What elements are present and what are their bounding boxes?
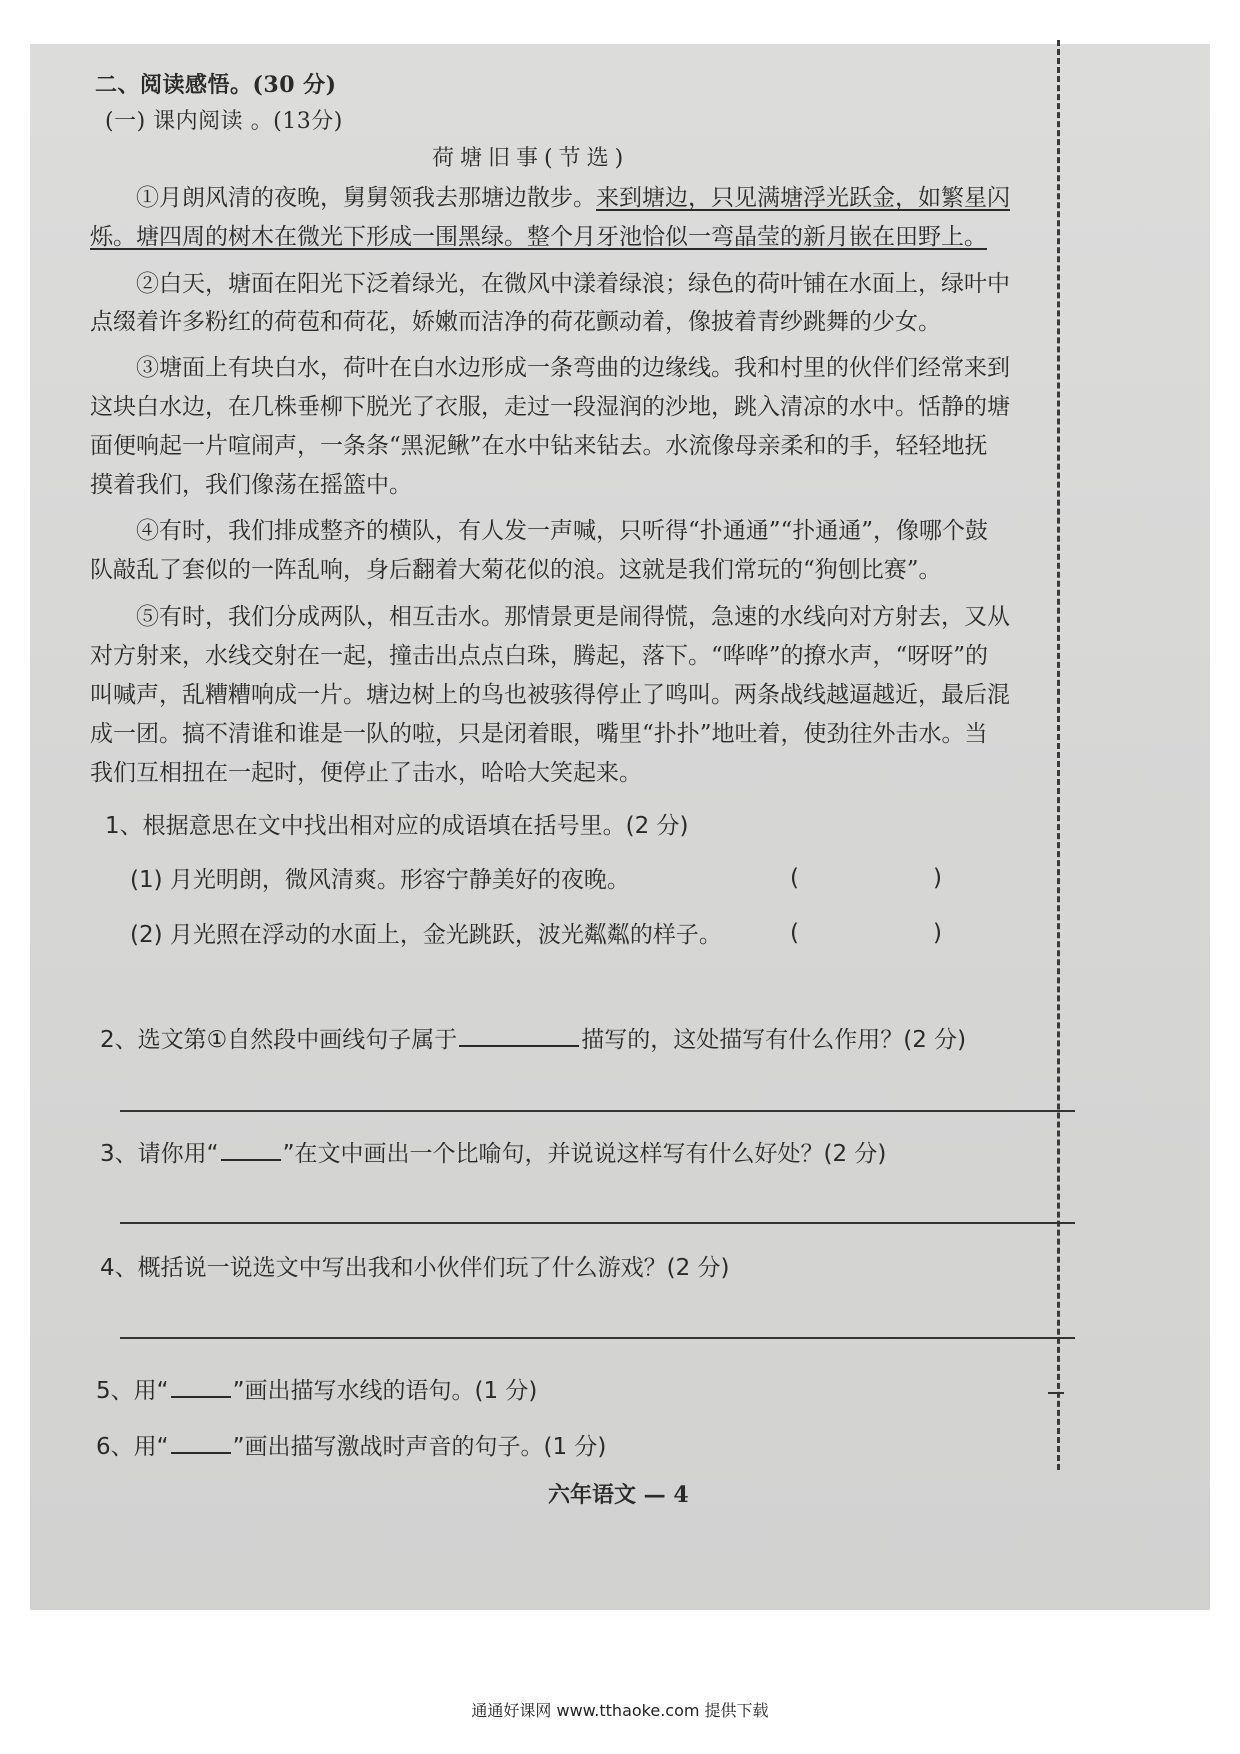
- page-number-label: 六年语文 — 4: [548, 1482, 689, 1508]
- section-title: 二、阅读感悟。(30 分): [95, 72, 337, 98]
- answer-line[interactable]: [120, 1337, 1075, 1339]
- passage-line: ④有时，我们排成整齐的横队，有人发一声喊，只听得“扑通通”“扑通通”，像哪个鼓: [136, 518, 989, 544]
- passage-line: [90, 222, 1040, 252]
- underlined-sentence: 烁。塘四周的树木在微光下形成一围黑绿。整个月牙池恰似一弯晶莹的新月嵌在田野上。: [90, 224, 987, 250]
- answer-paren-close: ): [933, 920, 942, 946]
- question-3: [100, 1137, 886, 1169]
- answer-line[interactable]: [120, 1222, 1075, 1224]
- passage-title: 荷塘旧事(节选): [432, 146, 630, 171]
- underlined-sentence: 来到塘边，只见满塘浮光跃金，如繁星闪: [596, 185, 1010, 211]
- question-text: 5、用“: [96, 1378, 169, 1404]
- question-text: 3、请你用“: [100, 1141, 219, 1167]
- question-6: [96, 1430, 606, 1462]
- answer-paren-open: (: [790, 865, 799, 891]
- passage-line: 点缀着许多粉红的荷苞和荷花，娇嫩而洁净的荷花颤动着，像披着青纱跳舞的少女。: [90, 309, 941, 335]
- fill-blank[interactable]: [459, 1023, 579, 1047]
- passage-line: [90, 183, 1040, 213]
- underline-symbol: [171, 1374, 231, 1398]
- answer-line[interactable]: [120, 1110, 1075, 1112]
- dashed-cut-line: [1057, 40, 1060, 1470]
- question-1-1: (1) 月光明朗，微风清爽。形容宁静美好的夜晚。: [130, 867, 630, 893]
- question-text: ”画出描写激战时声音的句子。(1 分): [232, 1434, 607, 1460]
- underline-symbol: [171, 1430, 231, 1454]
- download-credit: 通通好课网 www.tthaoke.com 提供下载: [471, 1701, 769, 1720]
- passage-line: ⑤有时，我们分成两队，相互击水。那情景更是闹得慌，急速的水线向对方射去，又从: [136, 604, 1010, 630]
- question-2: [100, 1023, 966, 1055]
- passage-line: 叫喊声，乱糟糟响成一片。塘边树上的鸟也被骇得停止了鸣叫。两条战线越逼越近，最后混: [90, 682, 1010, 708]
- underline-symbol: [221, 1137, 281, 1161]
- answer-paren-open: (: [790, 920, 799, 946]
- question-text: 描写的，这处描写有什么作用？(2 分): [581, 1027, 967, 1053]
- passage-line: 摸着我们，我们像荡在摇篮中。: [90, 472, 412, 498]
- question-4: 4、概括说一说选文中写出我和小伙伴们玩了什么游戏？(2 分): [100, 1255, 730, 1281]
- question-1: 1、根据意思在文中找出相对应的成语填在括号里。(2 分): [105, 813, 689, 839]
- passage-line: 面便响起一片喧闹声，一条条“黑泥鳅”在水中钻来钻去。水流像母亲柔和的手，轻轻地抚: [90, 433, 988, 459]
- question-text: ”画出描写水线的语句。(1 分): [232, 1378, 538, 1404]
- question-text: 2、选文第①自然段中画线句子属于: [100, 1027, 458, 1053]
- passage-line: ③塘面上有块白水，荷叶在白水边形成一条弯曲的边缘线。我和村里的伙伴们经常来到: [136, 355, 1010, 381]
- question-5: [96, 1374, 537, 1406]
- passage-line: 对方射来，水线交射在一起，撞击出点点白珠，腾起，落下。“哗哗”的撩水声，“呀呀”的: [90, 643, 989, 669]
- passage-line: 成一团。搞不清谁和谁是一队的啦，只是闭着眼，嘴里“扑扑”地吐着，使劲往外击水。当: [90, 721, 988, 747]
- passage-line: 这块白水边，在几株垂柳下脱光了衣服，走过一段湿润的沙地，跳入清凉的水中。恬静的塘: [90, 394, 1010, 420]
- passage-line: 队敲乱了套似的一阵乱响，身后翻着大菊花似的浪。这就是我们常玩的“狗刨比赛”。: [90, 557, 942, 583]
- answer-paren-close: ): [933, 865, 942, 891]
- margin-mark: [1048, 1392, 1064, 1394]
- question-1-2: (2) 月光照在浮动的水面上，金光跳跃，波光粼粼的样子。: [130, 922, 722, 948]
- passage-line: ②白天，塘面在阳光下泛着绿光，在微风中漾着绿浪；绿色的荷叶铺在水面上，绿叶中: [136, 271, 1010, 297]
- sub-section-title: (一) 课内阅读 。(13分): [105, 109, 343, 134]
- passage-text: ①月朗风清的夜晚，舅舅领我去那塘边散步。: [136, 185, 596, 211]
- question-text: 6、用“: [96, 1434, 169, 1460]
- passage-line: 我们互相扭在一起时，便停止了击水，哈哈大笑起来。: [90, 760, 642, 786]
- question-text: ”在文中画出一个比喻句，并说说这样写有什么好处？(2 分): [282, 1141, 887, 1167]
